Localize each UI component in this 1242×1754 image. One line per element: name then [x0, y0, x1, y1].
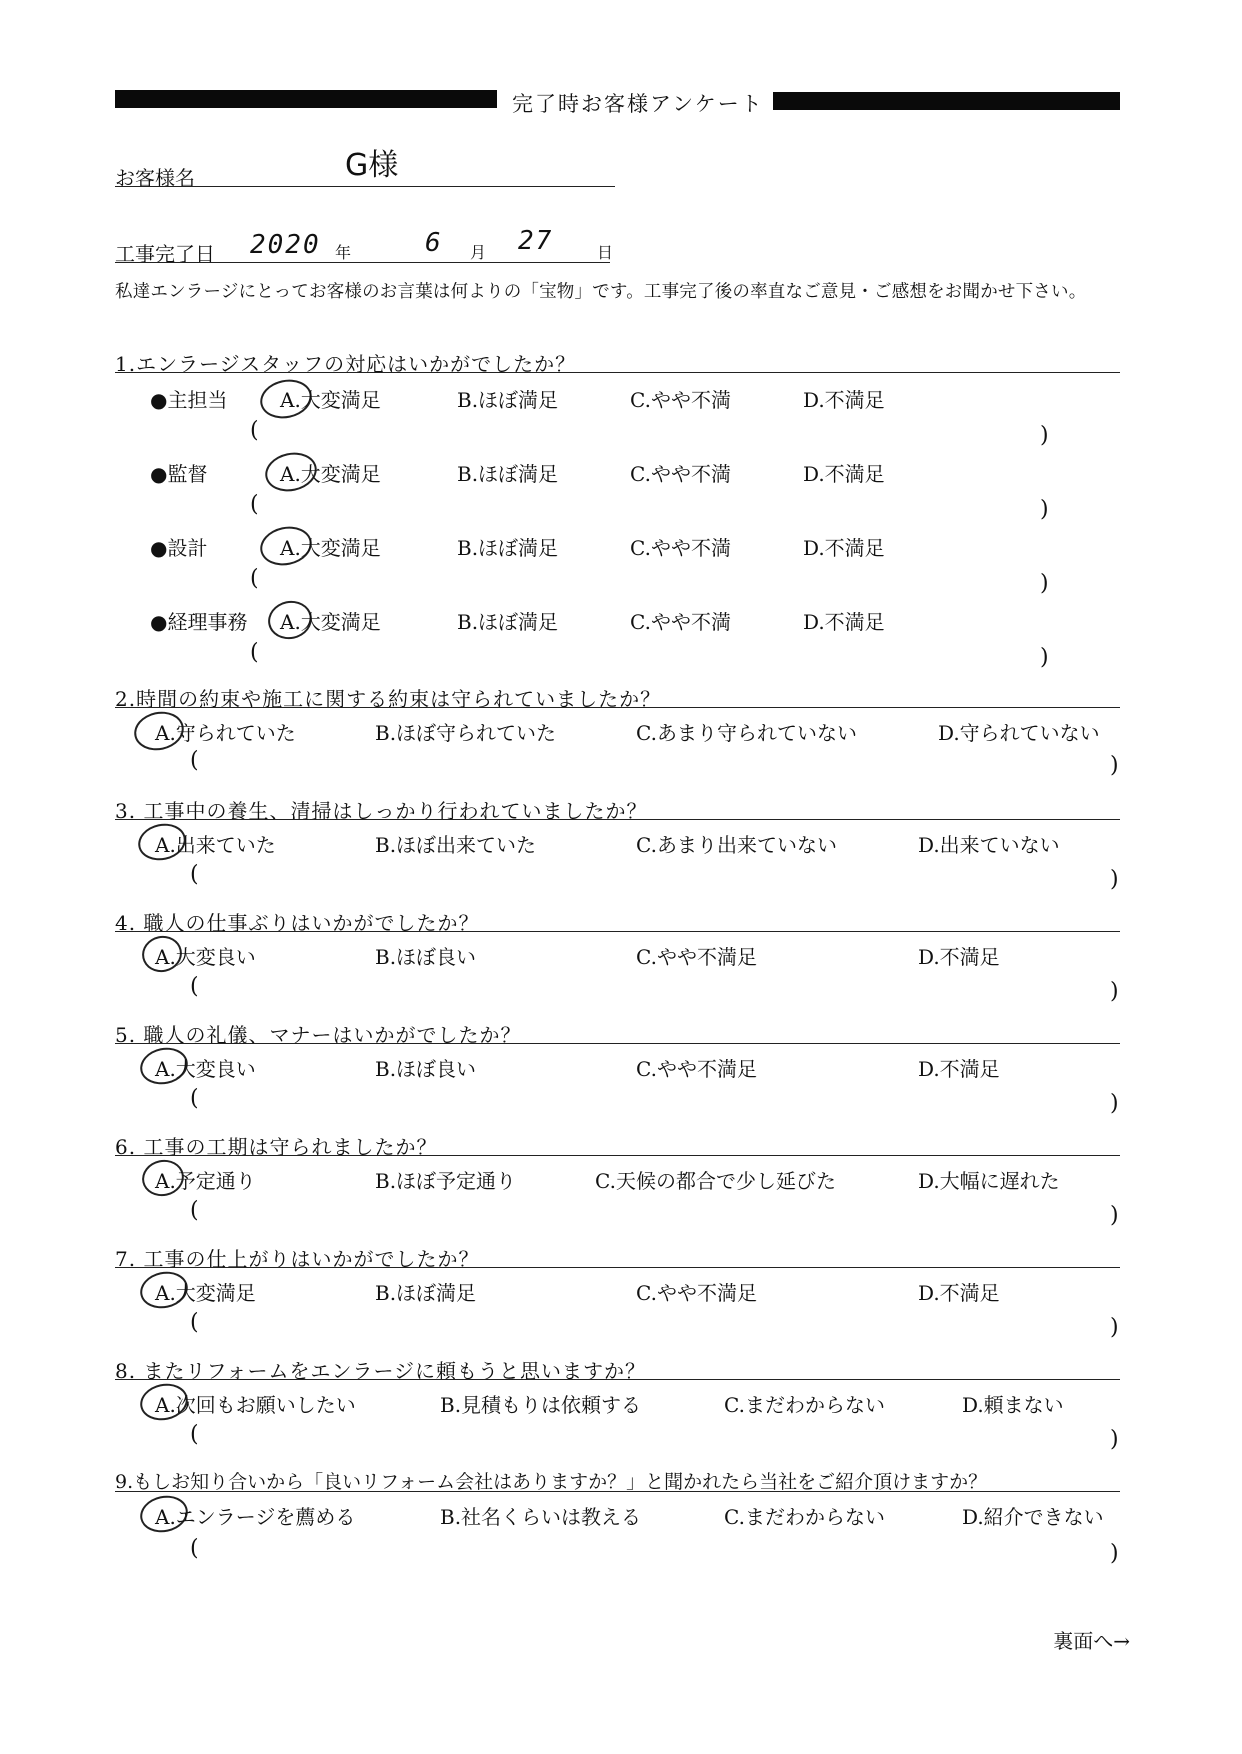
completion-month[interactable]: 6: [425, 228, 443, 258]
comment-close-paren: ): [1110, 1091, 1119, 1116]
comment-open-paren: (: [190, 1422, 199, 1447]
customer-underline: [115, 186, 615, 187]
question-6-option-b[interactable]: B.ほぼ予定通り: [375, 1169, 517, 1193]
comment-close-paren: ): [1110, 1203, 1119, 1228]
question-8-option-d[interactable]: D.頼まない: [962, 1393, 1064, 1417]
role-accounting: ●経理事務: [150, 610, 248, 634]
question-4-underline: [115, 931, 1120, 932]
question-4-option-c[interactable]: C.やや不満足: [636, 945, 757, 969]
role-accounting-option-b[interactable]: B.ほぼ満足: [457, 610, 559, 634]
question-5-option-d[interactable]: D.不満足: [918, 1057, 1000, 1081]
question-8-option-c[interactable]: C.まだわからない: [724, 1393, 885, 1417]
comment-close-paren: ): [1110, 1427, 1119, 1452]
role-design-option-b[interactable]: B.ほぼ満足: [457, 536, 559, 560]
customer-name[interactable]: G様: [345, 148, 399, 183]
question-6-underline: [115, 1155, 1120, 1156]
question-8-option-a[interactable]: A.次回もお願いしたい: [155, 1393, 356, 1417]
comment-close-paren: ): [1040, 423, 1049, 448]
question-7-option-b[interactable]: B.ほぼ満足: [375, 1281, 477, 1305]
question-5-underline: [115, 1043, 1120, 1044]
question-2-option-c[interactable]: C.あまり守られていない: [636, 721, 857, 745]
question-7-option-c[interactable]: C.やや不満足: [636, 1281, 757, 1305]
comment-open-paren: (: [190, 974, 199, 999]
role-supervisor-option-b[interactable]: B.ほぼ満足: [457, 462, 559, 486]
question-7-text: 7. 工事の仕上がりはいかがでしたか？: [115, 1247, 480, 1271]
question-6-text: 6. 工事の工期は守られましたか？: [115, 1135, 438, 1159]
role-supervisor-option-c[interactable]: C.やや不満: [630, 462, 731, 486]
question-3-option-b[interactable]: B.ほぼ出来ていた: [375, 833, 537, 857]
question-1-text: 1.エンラージスタッフの対応はいかがでしたか？: [115, 352, 577, 376]
question-2-underline: [115, 707, 1120, 708]
role-accounting-option-c[interactable]: C.やや不満: [630, 610, 731, 634]
role-accounting-option-a[interactable]: A.大変満足: [280, 610, 381, 634]
question-5-option-a[interactable]: A.大変良い: [155, 1057, 256, 1081]
question-9-option-d[interactable]: D.紹介できない: [962, 1505, 1104, 1529]
comment-open-paren: (: [250, 492, 259, 517]
comment-open-paren: (: [190, 862, 199, 887]
question-6-option-d[interactable]: D.大幅に遅れた: [918, 1169, 1060, 1193]
question-3-option-c[interactable]: C.あまり出来ていない: [636, 833, 837, 857]
intro-text: 私達エンラージにとってお客様のお言葉は何よりの「宝物」です。工事完了後の率直なご意見・ご感想をお聞かせ下さい。: [115, 282, 1087, 302]
question-6-option-c[interactable]: C.天候の都合で少し延びた: [595, 1169, 836, 1193]
comment-open-paren: (: [250, 566, 259, 591]
question-9-option-a[interactable]: A.エンラージを薦める: [155, 1505, 356, 1529]
month-unit: 月: [470, 243, 487, 262]
role-design-option-a[interactable]: A.大変満足: [280, 536, 381, 560]
completion-underline: [115, 262, 610, 263]
question-4-option-b[interactable]: B.ほぼ良い: [375, 945, 477, 969]
completion-day[interactable]: 27: [518, 226, 554, 256]
question-2-option-d[interactable]: D.守られていない: [938, 721, 1100, 745]
completion-year[interactable]: 2020: [250, 230, 321, 260]
question-2-option-b[interactable]: B.ほぼ守られていた: [375, 721, 557, 745]
comment-close-paren: ): [1110, 1541, 1119, 1566]
question-5-option-b[interactable]: B.ほぼ良い: [375, 1057, 477, 1081]
comment-close-paren: ): [1110, 753, 1119, 778]
role-main-option-a[interactable]: A.大変満足: [280, 388, 381, 412]
role-design-option-d[interactable]: D.不満足: [803, 536, 885, 560]
question-9-text: 9.もしお知り合いから「良いリフォーム会社はありますか？」と聞かれたら当社をご紹介頂けますか？: [115, 1471, 988, 1493]
comment-open-paren: (: [250, 640, 259, 665]
question-2-text: 2.時間の約束や施工に関する約束は守られていましたか？: [115, 687, 662, 711]
question-5-text: 5. 職人の礼儀、マナーはいかがでしたか？: [115, 1023, 522, 1047]
comment-open-paren: (: [190, 1310, 199, 1335]
question-6-option-a[interactable]: A.予定通り: [155, 1169, 256, 1193]
role-accounting-option-d[interactable]: D.不満足: [803, 610, 885, 634]
customer-label: お客様名: [115, 166, 195, 190]
question-1-underline: [115, 372, 1120, 373]
survey-title: 完了時お客様アンケート: [512, 92, 764, 116]
comment-close-paren: ): [1110, 1315, 1119, 1340]
question-3-text: 3. 工事中の養生、清掃はしっかり行われていましたか？: [115, 799, 648, 823]
question-3-underline: [115, 819, 1120, 820]
role-supervisor: ●監督: [150, 462, 208, 486]
role-main: ●主担当: [150, 388, 228, 412]
question-7-underline: [115, 1267, 1120, 1268]
role-main-option-b[interactable]: B.ほぼ満足: [457, 388, 559, 412]
role-main-option-c[interactable]: C.やや不満: [630, 388, 731, 412]
question-8-underline: [115, 1379, 1120, 1380]
comment-open-paren: (: [250, 418, 259, 443]
question-5-option-c[interactable]: C.やや不満足: [636, 1057, 757, 1081]
question-4-option-a[interactable]: A.大変良い: [155, 945, 256, 969]
role-design: ●設計: [150, 536, 208, 560]
day-unit: 日: [597, 243, 614, 262]
question-8-option-b[interactable]: B.見積もりは依頼する: [440, 1393, 642, 1417]
comment-open-paren: (: [190, 748, 199, 773]
question-3-option-d[interactable]: D.出来ていない: [918, 833, 1060, 857]
header-bar-right: [773, 92, 1120, 110]
role-main-option-d[interactable]: D.不満足: [803, 388, 885, 412]
comment-close-paren: ): [1110, 979, 1119, 1004]
question-7-option-a[interactable]: A.大変満足: [155, 1281, 256, 1305]
comment-open-paren: (: [190, 1198, 199, 1223]
comment-close-paren: ): [1110, 867, 1119, 892]
next-page-note: 裏面へ→: [1053, 1629, 1130, 1653]
comment-close-paren: ): [1040, 571, 1049, 596]
question-9-option-c[interactable]: C.まだわからない: [724, 1505, 885, 1529]
completion-label: 工事完了日: [115, 242, 215, 266]
role-design-option-c[interactable]: C.やや不満: [630, 536, 731, 560]
role-supervisor-option-a[interactable]: A.大変満足: [280, 462, 381, 486]
question-4-option-d[interactable]: D.不満足: [918, 945, 1000, 969]
header-bar-left: [115, 90, 497, 108]
role-supervisor-option-d[interactable]: D.不満足: [803, 462, 885, 486]
question-9-option-b[interactable]: B.社名くらいは教える: [440, 1505, 642, 1529]
comment-open-paren: (: [190, 1536, 199, 1561]
question-4-text: 4. 職人の仕事ぶりはいかがでしたか？: [115, 911, 480, 935]
comment-close-paren: ): [1040, 497, 1049, 522]
comment-close-paren: ): [1040, 645, 1049, 670]
question-8-text: 8. またリフォームをエンラージに頼もうと思いますか？: [115, 1359, 647, 1383]
comment-open-paren: (: [190, 1086, 199, 1111]
question-7-option-d[interactable]: D.不満足: [918, 1281, 1000, 1305]
question-3-option-a[interactable]: A.出来ていた: [155, 833, 276, 857]
year-unit: 年: [335, 243, 352, 262]
question-9-underline: [115, 1491, 1120, 1492]
question-2-option-a[interactable]: A.守られていた: [155, 721, 296, 745]
